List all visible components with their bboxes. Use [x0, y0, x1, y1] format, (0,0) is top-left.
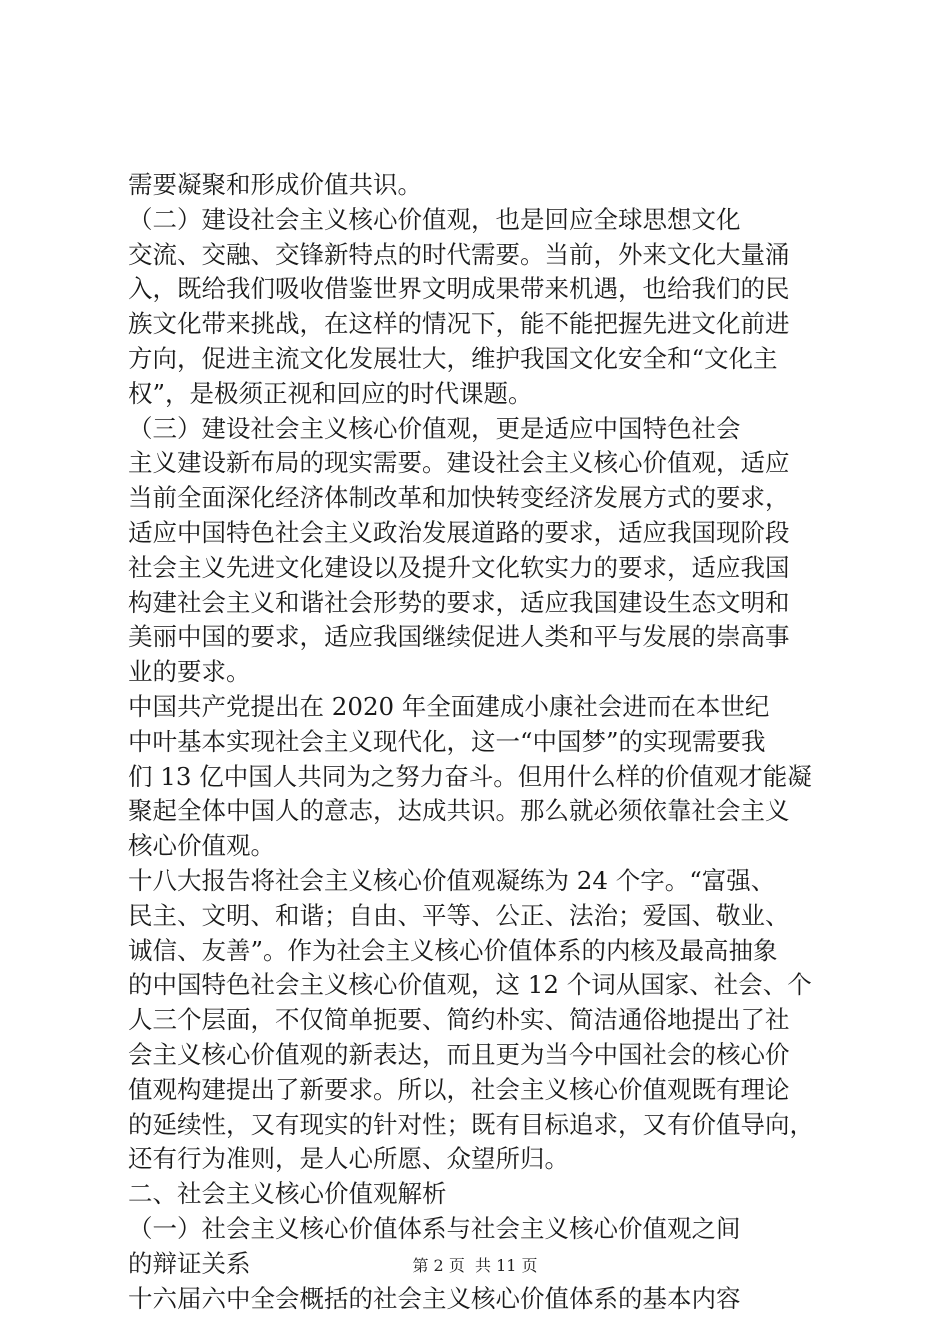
text-line: 方向，促进主流文化发展壮大，维护我国文化安全和“文化主 — [128, 343, 778, 373]
text-line: 交流、交融、交锋新特点的时代需要。当前，外来文化大量涌 — [128, 239, 790, 269]
text-line: 还有行为准则，是人心所愿、众望所归。 — [128, 1144, 569, 1174]
text-line: 诚信、友善”。作为社会主义核心价值体系的内核及最高抽象 — [128, 935, 778, 965]
text-line: 会主义核心价值观的新表达，而且更为当今中国社会的核心价 — [128, 1039, 790, 1069]
text-line: 当前全面深化经济体制改革和加快转变经济发展方式的要求， — [128, 483, 790, 513]
text-line: 十六届六中全会概括的社会主义核心价值体系的基本内容 — [128, 1283, 741, 1313]
text-line: 十八大报告将社会主义核心价值观凝练为 24 个字。“富强、 — [128, 865, 776, 895]
text-line: 的中国特色社会主义核心价值观，这 12 个词从国家、社会、个 — [128, 970, 812, 1000]
text-line: 值观构建提出了新要求。所以，社会主义核心价值观既有理论 — [128, 1074, 790, 1104]
body-text — [128, 168, 834, 1316]
text-line: 核心价值观。 — [128, 831, 275, 861]
section-heading: 二、社会主义核心价值观解析 — [128, 1179, 447, 1209]
text-line: 的延续性，又有现实的针对性；既有目标追求，又有价值导向， — [128, 1109, 814, 1139]
text-line: 构建社会主义和谐社会形势的要求，适应我国建设生态文明和 — [128, 587, 790, 617]
text-line: 们 13 亿中国人共同为之努力奋斗。但用什么样的价值观才能凝 — [128, 761, 812, 791]
text-line: 美丽中国的要求，适应我国继续促进人类和平与发展的崇高事 — [128, 622, 790, 652]
text-line: 需要凝聚和形成价值共识。 — [128, 170, 422, 199]
subsection-heading: （一）社会主义核心价值体系与社会主义核心价值观之间 — [128, 1213, 741, 1243]
text-line: 聚起全体中国人的意志，达成共识。那么就必须依靠社会主义 — [128, 796, 790, 826]
text-line: 入，既给我们吸收借鉴世界文明成果带来机遇，也给我们的民 — [128, 274, 790, 304]
text-line: 族文化带来挑战，在这样的情况下，能不能把握先进文化前进 — [128, 309, 790, 339]
subsection-heading: 的辩证关系 — [128, 1248, 251, 1278]
text-line: 业的要求。 — [128, 657, 251, 687]
text-line: （三）建设社会主义核心价值观，更是适应中国特色社会 — [128, 413, 741, 443]
page-number: 第 2 页 共 11 页 — [412, 1256, 538, 1275]
text-line: 适应中国特色社会主义政治发展道路的要求，适应我国现阶段 — [128, 517, 790, 547]
text-line: 中国共产党提出在 2020 年全面建成小康社会进而在本世纪 — [128, 691, 770, 721]
page-footer — [0, 1254, 950, 1278]
text-line: 民主、文明、和谐；自由、平等、公正、法治；爱国、敬业、 — [128, 900, 790, 930]
text-line: 权”，是极须正视和回应的时代课题。 — [128, 378, 533, 408]
text-line: （二）建设社会主义核心价值观，也是回应全球思想文化 — [128, 204, 741, 234]
text-line: 主义建设新布局的现实需要。建设社会主义核心价值观，适应 — [128, 448, 790, 478]
text-line: 社会主义先进文化建设以及提升文化软实力的要求，适应我国 — [128, 552, 790, 582]
text-line: 人三个层面，不仅简单扼要、简约朴实、简洁通俗地提出了社 — [128, 1005, 790, 1035]
text-line: 中叶基本实现社会主义现代化，这一“中国梦”的实现需要我 — [128, 726, 766, 756]
